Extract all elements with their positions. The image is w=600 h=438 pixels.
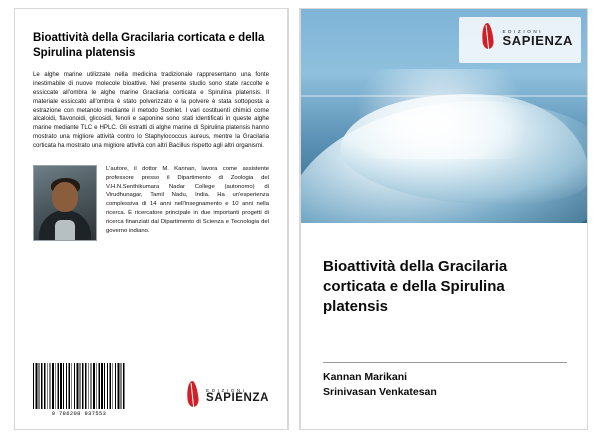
barcode-area [33, 363, 125, 417]
front-cover-panel [300, 8, 588, 430]
author-name: Kannan Marikani [323, 370, 408, 383]
front-publisher-logo [479, 23, 573, 53]
back-cover-abstract: Le alghe marine utilizzate nella medicina tradizionale rappresentano una fonte inestimabile di nuove molecole bioattive. Nel presente studio sono state raccolte e essiccate all'ombra le alghe marine Gracilaria corticata e Spirulina platensis. Il materiale essiccato all'ombra è stato polverizzato e la polvere è stata sottoposta a estrazione con metanolo mediante il metodo Soxhlet. I vari costituenti chimici come alcaloidi, flavonoidi, glicosidi, fenoli e saponine sono stati identificati in queste alghe marine mediante TLC e HPLC. Gli estratti di alghe marine di Spirulina platensis hanno mostrato una migliore attività contro lo Staphylococcus aureus, mentre la Gracilaria corticata ha mostrato una migliore attività con altri Bacillus rispetto agli altri organismi. [33, 71, 269, 149]
author-portrait-photo [33, 165, 97, 241]
feather-quill-icon [184, 381, 201, 411]
back-cover-panel [14, 8, 288, 430]
front-cover-title: Bioattività della Gracilaria corticata e della Spirulina platensis [323, 258, 508, 316]
publisher-wordmark [206, 388, 269, 405]
publisher-line1: EDIZIONI [502, 29, 544, 34]
publisher-line1: EDIZIONI [206, 387, 247, 393]
back-cover-title: Bioattività della Gracilaria corticata e della Spirulina platensis [33, 32, 265, 60]
author-bio-block [33, 165, 269, 241]
cover-photo-ocean-wave [301, 9, 588, 223]
author-bio-text: L'autore, il dottor M. Kannan, lavora come assistente professore presso il Dipartimento di Zoologia del V.H.N.Senthikumara Nadar College (autonomo) di Virudhunagar, Tamil Nadu, India. Ha un'esperienza complessiva di 14 anni nell'insegnamento e 10 anni nella ricerca. È ricercatore principale in due importanti progetti di ricerca finanziati dal Dipartimento di Scienza e Tecnologia del governo indiano. [106, 165, 269, 234]
front-cover-authors [323, 370, 437, 402]
publisher-line2: SAPIENZA [206, 391, 269, 404]
barcode-number: 9 786208 937553 [51, 411, 107, 417]
back-publisher-logo [184, 381, 269, 411]
feather-quill-icon [479, 23, 496, 53]
book-spine [288, 8, 300, 430]
barcode-icon [33, 363, 125, 409]
title-author-divider [323, 362, 567, 363]
publisher-line2: SAPIENZA [502, 33, 573, 48]
publisher-wordmark [502, 29, 573, 47]
author-name: Srinivasan Venkatesan [323, 386, 437, 399]
